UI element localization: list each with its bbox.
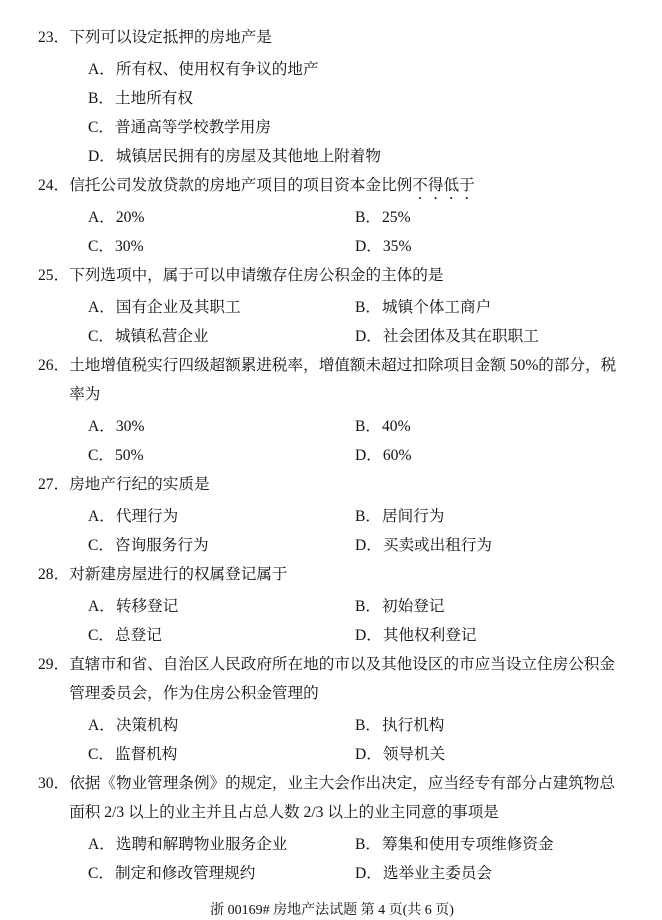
option-a	[88, 502, 355, 531]
option-text: 居间行为	[382, 508, 445, 525]
option-c	[88, 232, 355, 261]
option-letter: D．	[355, 627, 382, 644]
option-text: 选聘和解聘物业服务企业	[115, 836, 288, 853]
option-c	[88, 621, 355, 650]
option-c	[88, 322, 355, 351]
option-b	[355, 203, 626, 232]
option-letter: B．	[355, 717, 381, 734]
option-b	[355, 502, 626, 531]
option-text: 城镇居民拥有的房屋及其他地上附着物	[115, 148, 381, 165]
option-a	[88, 412, 355, 441]
option-text: 决策机构	[115, 717, 179, 734]
question-number: 28．	[38, 566, 70, 583]
option-text: 50%	[115, 447, 144, 464]
option-a	[88, 592, 355, 621]
option-text: 城镇个体工商户	[382, 299, 492, 316]
option-text: 筹集和使用专项维修资金	[382, 836, 554, 853]
question-stem	[38, 351, 626, 412]
option-text: 执行机构	[382, 717, 445, 734]
option-b	[355, 830, 626, 859]
question-text	[69, 470, 626, 502]
option-d	[355, 859, 626, 888]
option-b	[355, 293, 626, 322]
option-text: 咨询服务行为	[115, 537, 209, 554]
option-b	[355, 412, 626, 441]
option-text: 城镇私营企业	[115, 328, 209, 345]
question-text	[69, 171, 626, 203]
stem-text: 信托公司发放贷款的房地产项目的项目资本金比例	[69, 177, 413, 194]
option-text: 选举业主委员会	[382, 865, 493, 882]
question-stem	[38, 650, 626, 711]
option-letter: B．	[355, 209, 381, 226]
option-letter: C．	[88, 537, 114, 554]
question-stem	[38, 560, 626, 592]
option-letter: C．	[88, 746, 114, 763]
option-a	[88, 293, 355, 322]
option-d	[355, 621, 626, 650]
option-letter: A．	[88, 717, 115, 734]
option-letter: B．	[355, 418, 381, 435]
question-30	[38, 769, 626, 888]
option-text: 普通高等学校教学用房	[115, 119, 271, 136]
option-letter: A．	[88, 299, 115, 316]
option-letter: D．	[355, 238, 382, 255]
question-number: 23．	[38, 29, 70, 46]
option-c	[88, 113, 626, 142]
options-list	[88, 502, 626, 560]
question-number: 29．	[38, 656, 70, 673]
option-text: 30%	[115, 238, 144, 255]
option-text: 领导机关	[382, 746, 446, 763]
question-stem	[38, 769, 626, 830]
option-a	[88, 711, 355, 740]
option-letter: D．	[88, 148, 115, 165]
question-stem	[38, 261, 626, 293]
question-number: 24．	[38, 177, 70, 194]
option-text: 35%	[382, 238, 412, 255]
question-29	[38, 650, 626, 769]
option-d	[355, 740, 626, 769]
option-letter: D．	[355, 537, 382, 554]
option-text: 所有权、使用权有争议的地产	[115, 61, 319, 78]
option-letter: C．	[88, 328, 114, 345]
option-b	[88, 84, 626, 113]
question-text	[69, 650, 626, 711]
option-d	[355, 441, 626, 470]
stem-text: 依据《物业管理条例》的规定，业主大会作出决定，应当经专有部分占建筑物总面积 2/3 以上的业主并且占总人数 2/3 以上的业主同意的事项是	[69, 775, 615, 821]
options-list	[88, 293, 626, 351]
option-text: 转移登记	[115, 598, 179, 615]
question-text	[69, 23, 626, 55]
question-number: 30．	[38, 775, 70, 792]
options-list	[88, 203, 626, 261]
option-text: 25%	[382, 209, 411, 226]
question-number: 25．	[38, 267, 70, 284]
option-letter: D．	[355, 865, 382, 882]
question-27	[38, 470, 626, 560]
option-text: 制定和修改管理规约	[115, 865, 256, 882]
question-text	[69, 769, 626, 830]
option-letter: B．	[88, 90, 114, 107]
option-c	[88, 859, 355, 888]
option-text: 代理行为	[115, 508, 179, 525]
stem-text: 下列可以设定抵押的房地产是	[69, 29, 272, 46]
option-letter: B．	[355, 598, 381, 615]
option-d	[355, 322, 626, 351]
option-a	[88, 203, 355, 232]
option-letter: B．	[355, 836, 381, 853]
option-letter: A．	[88, 61, 115, 78]
option-letter: C．	[88, 447, 114, 464]
option-letter: A．	[88, 836, 115, 853]
question-23	[38, 23, 626, 171]
option-letter: C．	[88, 865, 114, 882]
option-letter: D．	[355, 746, 382, 763]
question-24	[38, 171, 626, 261]
option-b	[355, 592, 626, 621]
option-c	[88, 531, 355, 560]
option-letter: A．	[88, 209, 115, 226]
option-text: 其他权利登记	[382, 627, 477, 644]
option-d	[88, 142, 626, 171]
question-stem	[38, 23, 626, 55]
question-stem	[38, 171, 626, 203]
option-letter: C．	[88, 238, 114, 255]
question-number: 26．	[38, 357, 70, 374]
option-a	[88, 55, 626, 84]
options-list	[88, 412, 626, 470]
option-b	[355, 711, 626, 740]
option-text: 初始登记	[382, 598, 445, 615]
option-letter: A．	[88, 418, 115, 435]
stem-emphasized-text: 不得低于	[412, 177, 475, 194]
question-text	[69, 261, 626, 293]
option-text: 30%	[115, 418, 145, 435]
option-text: 土地所有权	[115, 90, 193, 107]
option-text: 60%	[382, 447, 412, 464]
option-letter: B．	[355, 508, 381, 525]
option-letter: A．	[88, 508, 115, 525]
option-text: 监督机构	[115, 746, 178, 763]
stem-text: 下列选项中，属于可以申请缴存住房公积金的主体的是	[69, 267, 444, 284]
option-letter: C．	[88, 627, 114, 644]
option-d	[355, 531, 626, 560]
stem-text: 房地产行纪的实质是	[69, 476, 210, 493]
option-text: 40%	[382, 418, 411, 435]
question-stem	[38, 470, 626, 502]
option-text: 买卖或出租行为	[382, 537, 493, 554]
options-list	[88, 55, 626, 171]
stem-text: 对新建房屋进行的权属登记属于	[69, 566, 288, 583]
stem-text: 直辖市和省、自治区人民政府所在地的市以及其他设区的市应当设立住房公积金管理委员会，作为住房公积金管理的	[69, 656, 615, 702]
option-text: 总登记	[115, 627, 162, 644]
option-c	[88, 740, 355, 769]
option-text: 社会团体及其在职职工	[382, 328, 539, 345]
question-number: 27．	[38, 476, 70, 493]
question-text	[69, 351, 626, 412]
question-26	[38, 351, 626, 470]
options-list	[88, 592, 626, 650]
page-footer: 浙 00169# 房地产法试题 第 4 页(共 6 页)	[210, 903, 454, 918]
options-list	[88, 711, 626, 769]
option-a	[88, 830, 355, 859]
option-letter: C．	[88, 119, 114, 136]
options-list	[88, 830, 626, 888]
option-text: 20%	[115, 209, 145, 226]
option-text: 国有企业及其职工	[115, 299, 241, 316]
stem-text: 土地增值税实行四级超额累进税率，增值额未超过扣除项目金额 50%的部分，税率为	[69, 357, 617, 403]
question-25	[38, 261, 626, 351]
option-letter: A．	[88, 598, 115, 615]
option-letter: D．	[355, 447, 382, 464]
question-28	[38, 560, 626, 650]
option-d	[355, 232, 626, 261]
option-letter: D．	[355, 328, 382, 345]
question-text	[69, 560, 626, 592]
option-c	[88, 441, 355, 470]
option-letter: B．	[355, 299, 381, 316]
